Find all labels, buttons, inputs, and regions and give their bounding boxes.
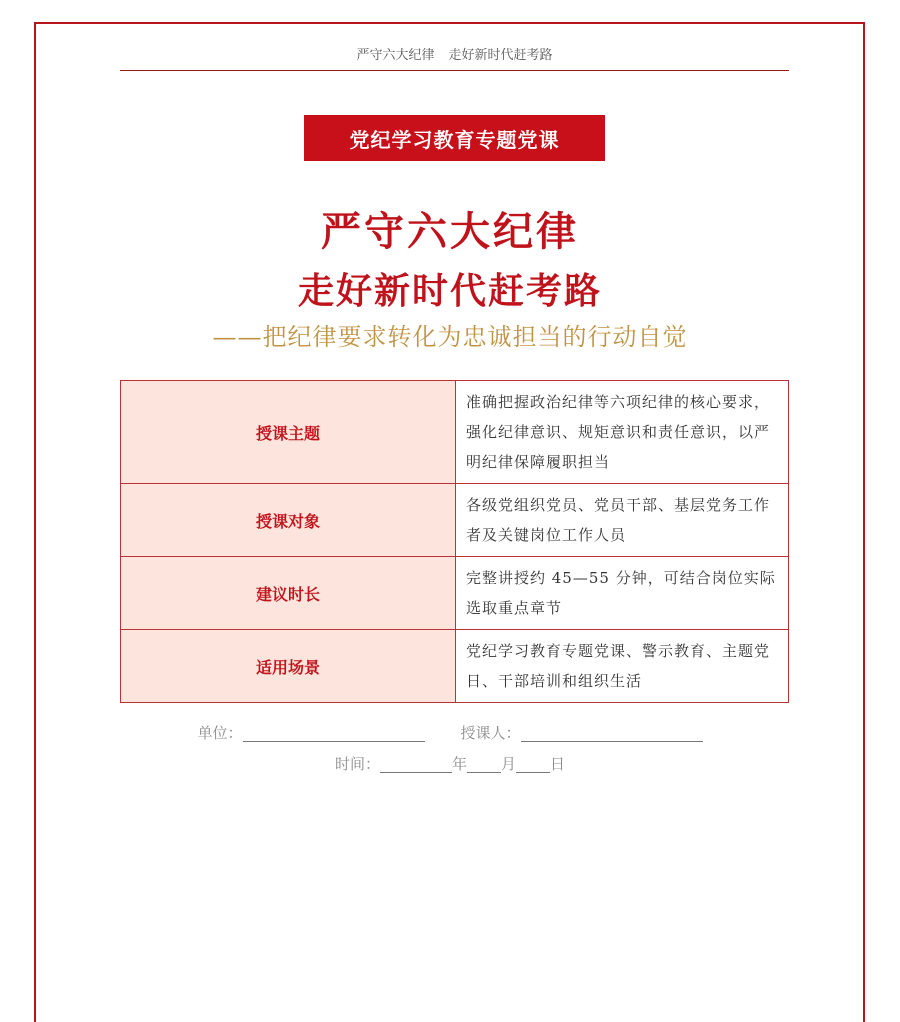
year-blank-line[interactable] [380, 756, 452, 773]
running-header [120, 44, 789, 63]
main-title-line2: 走好新时代赶考路 [297, 271, 602, 312]
row-key: 建议时长 [121, 557, 456, 630]
row-value: 各级党组织党员、党员干部、基层党务工作者及关键岗位工作人员 [456, 484, 789, 557]
month-label: 月 [501, 755, 517, 773]
signature-row-unit-lecturer [0, 722, 900, 743]
row-value: 准确把握政治纪律等六项纪律的核心要求，强化纪律意识、规矩意识和责任意识，以严明纪律保障履职担当 [456, 381, 789, 484]
row-value: 完整讲授约 45—55 分钟，可结合岗位实际选取重点章节 [456, 557, 789, 630]
lecturer-label: 授课人： [460, 724, 521, 742]
row-key: 适用场景 [121, 630, 456, 703]
row-value: 党纪学习教育专题党课、警示教育、主题党日、干部培训和组织生活 [456, 630, 789, 703]
table-row [121, 630, 789, 703]
header-right: 走好新时代赶考路 [448, 48, 553, 63]
main-title-line1: 严守六大纪律 [321, 209, 579, 255]
signature-row-time [0, 753, 900, 774]
lesson-info-table [120, 380, 789, 703]
topic-badge: 党纪学习教育专题党课 [304, 115, 605, 161]
table-row [121, 381, 789, 484]
row-key: 授课对象 [121, 484, 456, 557]
year-label: 年 [451, 755, 467, 773]
subtitle: ——把纪律要求转化为忠诚担当的行动自觉 [212, 323, 688, 351]
month-blank-line[interactable] [467, 756, 501, 773]
header-rule [120, 70, 789, 71]
lecturer-blank-line[interactable] [521, 725, 703, 742]
day-blank-line[interactable] [516, 756, 550, 773]
row-key: 授课主题 [121, 381, 456, 484]
unit-label: 单位： [197, 724, 243, 742]
time-label: 时间： [334, 755, 380, 773]
header-left: 严守六大纪律 [356, 48, 435, 63]
table-row [121, 557, 789, 630]
day-label: 日 [550, 755, 566, 773]
table-row [121, 484, 789, 557]
unit-blank-line[interactable] [243, 725, 425, 742]
